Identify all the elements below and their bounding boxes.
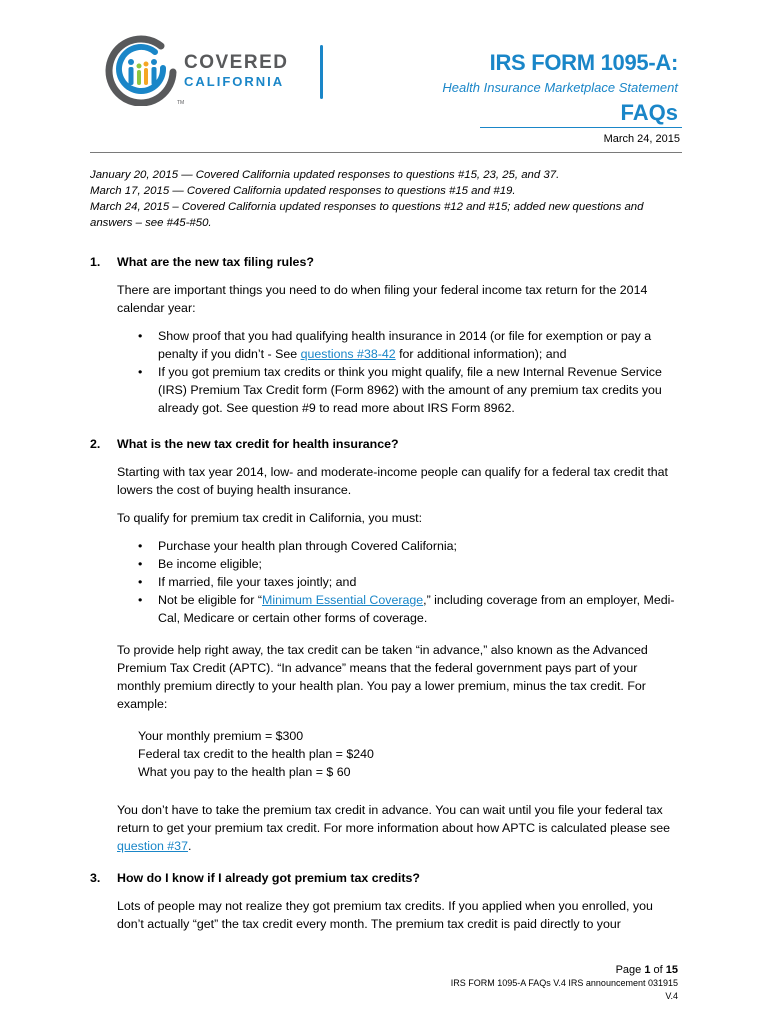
paragraph: To provide help right away, the tax credit can be taken “in advance,” also known as the Advanced Premium Tax Credit (APTC). “In advance” means that the federal government pays part of your monthly premium directly to your health plan. You pay a lower premium, minus the tax credit. For example:	[117, 643, 648, 711]
minimum-essential-coverage-link[interactable]: Minimum Essential Coverage	[262, 593, 424, 607]
header-rule	[480, 127, 682, 128]
faqs-heading: FAQs	[620, 100, 678, 125]
list-item: • If married, file your taxes jointly; and	[158, 573, 682, 591]
question-number: 2.	[90, 437, 101, 451]
question-2-heading	[90, 435, 682, 453]
example-line: Your monthly premium = $300	[138, 729, 304, 743]
question-number: 3.	[90, 871, 101, 885]
question-number: 1.	[90, 255, 101, 269]
top-divider	[90, 152, 682, 153]
question-3-heading	[90, 869, 682, 887]
logo-wordmark-covered: COVERED	[184, 52, 289, 73]
update-note: January 20, 2015 — Covered California updated responses to questions #15, 23, 25, and 37.	[90, 169, 560, 181]
paragraph: There are important things you need to do when filing your federal income tax return for the 2014 calendar year:	[117, 283, 648, 315]
document-date: March 24, 2015	[603, 133, 680, 145]
logo-trademark: TM	[177, 100, 185, 106]
document-title: IRS FORM 1095-A:	[489, 50, 678, 75]
answer-3	[117, 897, 682, 933]
paragraph: To qualify for premium tax credit in California, you must:	[117, 511, 423, 525]
document-id: IRS FORM 1095-A FAQs V.4 IRS announcement 031915	[450, 978, 678, 988]
example-line: Federal tax credit to the health plan = $240	[138, 747, 374, 761]
logo-divider	[320, 45, 323, 99]
list-item: • Purchase your health plan through Covered California;	[158, 537, 682, 555]
paragraph: Starting with tax year 2014, low- and moderate-income people can qualify for a federal tax credit that lowers the cost of buying health insurance.	[117, 465, 668, 497]
premium-example	[138, 727, 682, 781]
bullet-list	[117, 537, 682, 627]
list-item: • Not be eligible for “Minimum Essential Coverage,” including coverage from an employer, Medi-Cal, Medicare or certain other forms of coverage.	[158, 591, 682, 627]
update-notes	[90, 167, 682, 231]
example-line: What you pay to the health plan = $ 60	[138, 765, 351, 779]
page-footer	[451, 963, 678, 1003]
paragraph: You don’t have to take the premium tax credit in advance. You can wait until you file your federal tax return to get your premium tax credit. For more information about how APTC is calculated please see question #37.	[117, 803, 671, 853]
question-title: How do I know if I already got premium tax credits?	[117, 871, 420, 885]
question-1-heading	[90, 253, 682, 271]
logo-emblem-icon	[103, 32, 183, 106]
questions-38-42-link[interactable]: questions #38-42	[300, 347, 396, 361]
logo-wordmark-california: CALIFORNIA	[184, 74, 285, 89]
paragraph: Lots of people may not realize they got premium tax credits. If you applied when you enrolled, you don’t actually “get” the tax credit every month. The premium tax credit is paid directly to your	[117, 899, 653, 931]
document-body	[90, 167, 682, 943]
update-note: March 17, 2015 — Covered California updated responses to questions #15 and #19.	[90, 185, 516, 197]
update-note: March 24, 2015 – Covered California updated responses to questions #12 and #15; added new questions and answers – see #45-#50.	[90, 201, 644, 229]
answer-2	[117, 463, 682, 855]
document-version: V.4	[665, 991, 678, 1001]
document-subtitle: Health Insurance Marketplace Statement	[442, 80, 678, 95]
list-item: • Be income eligible;	[158, 555, 682, 573]
question-title: What is the new tax credit for health insurance?	[117, 437, 399, 451]
question-title: What are the new tax filing rules?	[117, 255, 314, 269]
list-item: • Show proof that you had qualifying health insurance in 2014 (or file for exemption or pay a penalty if you didn’t - See questions #38-42 for additional information); and	[158, 327, 682, 363]
list-item: • If you got premium tax credits or think you might qualify, file a new Internal Revenue Service (IRS) Premium Tax Credit form (Form 8962) with the amount of any premium tax credits you already got. See question #9 to read more about IRS Form 8962.	[158, 363, 682, 417]
question-37-link[interactable]: question #37	[117, 839, 188, 853]
answer-1	[117, 281, 682, 417]
page-indicator: Page 1 of 15	[615, 964, 678, 976]
bullet-list	[117, 327, 682, 417]
